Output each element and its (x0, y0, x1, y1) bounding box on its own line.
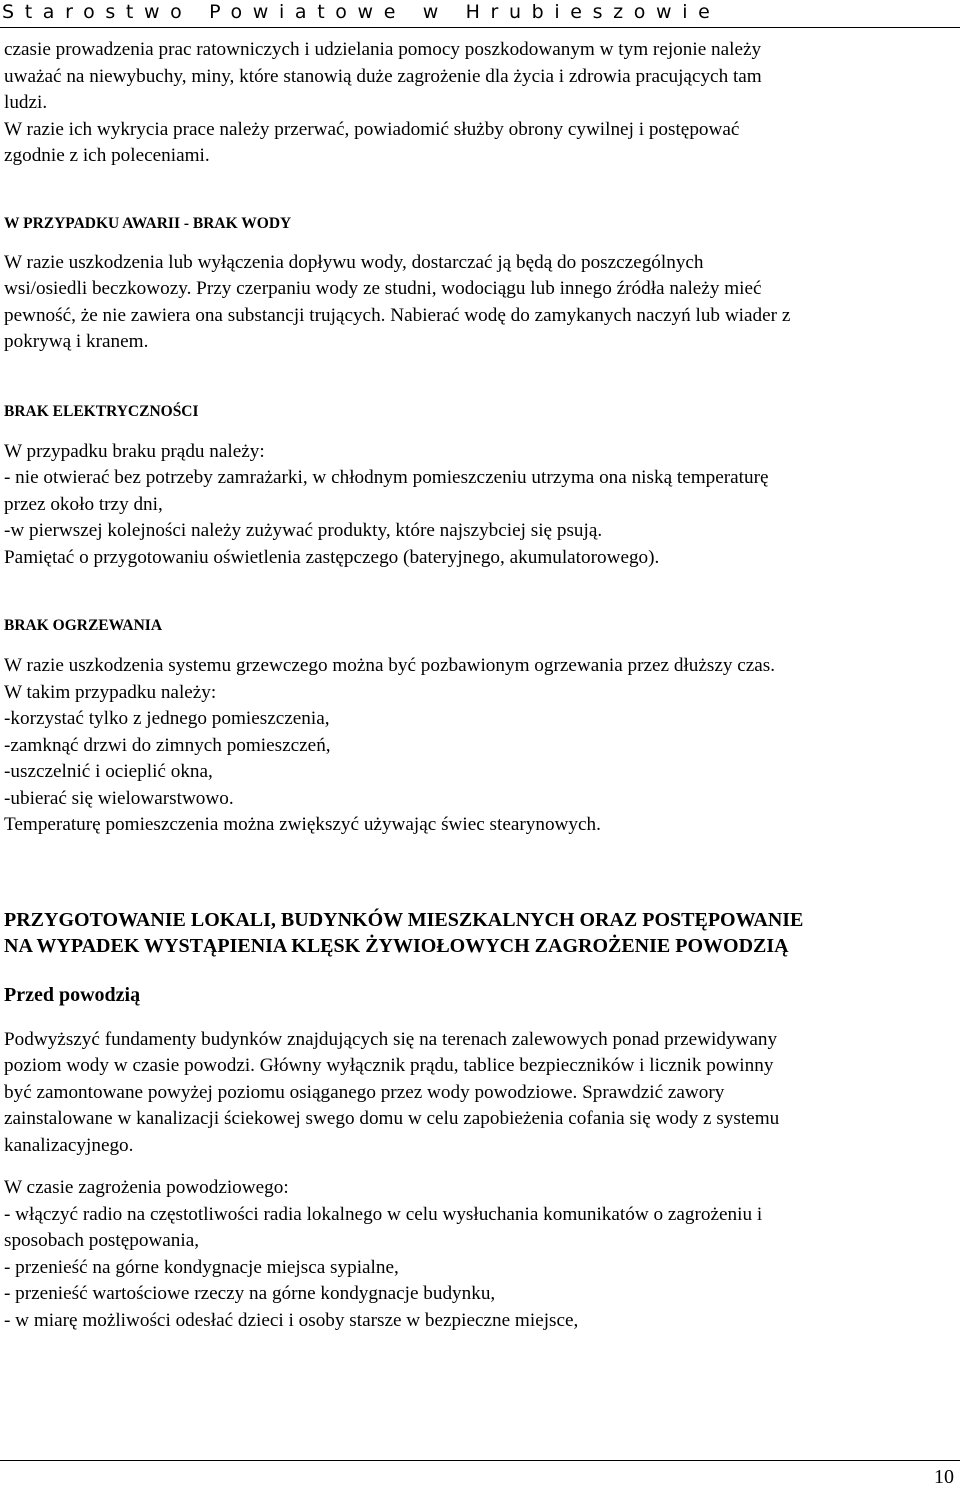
text-line: - przenieść na górne kondygnacje miejsca sypialne, (4, 1256, 399, 1278)
text-line: Temperaturę pomieszczenia można zwiększyć używając świec stearynowych. (4, 814, 601, 835)
text-line: przez około trzy dni, (4, 493, 163, 515)
text-line: - nie otwierać bez potrzeby zamrażarki, w chłodnym pomieszczeniu utrzyma ona niską temperaturę (4, 467, 769, 488)
page-number: 10 (934, 1466, 954, 1488)
text-line: W razie ich wykrycia prace należy przerwać, powiadomić służby obrony cywilnej i postępować (4, 118, 740, 140)
text-line: ludzi. (4, 92, 48, 113)
subheading-przed-powodzia: Przed powodzią (4, 983, 141, 1006)
section-heading-brak-ogrzewania: BRAK OGRZEWANIA (4, 617, 163, 634)
heading-line: NA WYPADEK WYSTĄPIENIA KLĘSK ŻYWIOŁOWYCH ZAGROŻENIE POWODZIĄ (4, 935, 789, 957)
brak-wody-paragraph (4, 250, 956, 356)
przed-powodzia-paragraph (4, 1027, 956, 1160)
brak-pradu-paragraph (4, 439, 956, 572)
text-line: - przenieść wartościowe rzeczy na górne kondygnacje budynku, (4, 1283, 496, 1304)
text-line: -w pierwszej kolejności należy zużywać produkty, które najszybciej się psują. (4, 520, 603, 541)
text-line: W czasie zagrożenia powodziowego: (4, 1177, 289, 1198)
text-line: zgodnie z ich poleceniami. (4, 145, 210, 166)
intro-paragraph (4, 37, 956, 170)
section-heading-brak-elektrycznosci: BRAK ELEKTRYCZNOŚCI (4, 402, 199, 420)
text-line: - włączyć radio na częstotliwości radia lokalnego w celu wysłuchania komunikatów o zagrożeniu i (4, 1203, 763, 1225)
text-line: W przypadku braku prądu należy: (4, 440, 265, 462)
section-heading-powodz (4, 907, 956, 960)
brak-ogrzewania-paragraph (4, 653, 956, 839)
footer-divider (0, 1460, 960, 1461)
text-line: pewność, że nie zawiera ona substancji trujących. Nabierać wodę do zamykanych naczyń lub wiader z (4, 304, 791, 326)
text-line: -uszczelnić i ocieplić okna, (4, 761, 213, 782)
text-line: Podwyższyć fundamenty budynków znajdujących się na terenach zalewowych ponad przewidywany (4, 1028, 778, 1050)
text-line: wsi/osiedli beczkowozy. Przy czerpaniu wody ze studni, wodociągu lub innego źródła należy mieć (4, 278, 762, 299)
text-line: - w miarę możliwości odesłać dzieci i osoby starsze w bezpieczne miejsce, (4, 1309, 579, 1331)
text-line: poziom wody w czasie powodzi. Główny wyłącznik prądu, tablice bezpieczników i licznik powinny (4, 1055, 774, 1076)
text-line: -zamknąć drzwi do zimnych pomieszczeń, (4, 734, 331, 756)
text-line: czasie prowadzenia prac ratowniczych i udzielania pomocy poszkodowanym w tym rejonie należy (4, 39, 762, 60)
text-line: być zamontowane powyżej poziomu osiąganego przez wody powodziowe. Sprawdzić zawory (4, 1081, 725, 1103)
text-line: zainstalowane w kanalizacji ściekowej swego domu w celu zapobieżenia cofania się wody z systemu (4, 1108, 780, 1129)
section-heading-brak-wody: W PRZYPADKU AWARII - BRAK WODY (4, 214, 292, 232)
text-line: pokrywą i kranem. (4, 331, 149, 352)
text-line: sposobach postępowania, (4, 1230, 200, 1251)
page-header: Starostwo Powiatowe w Hrubieszowie (0, 0, 960, 28)
text-line: Pamiętać o przygotowaniu oświetlenia zastępczego (bateryjnego, akumulatorowego). (4, 546, 660, 568)
heading-line: PRZYGOTOWANIE LOKALI, BUDYNKÓW MIESZKALNYCH ORAZ POSTĘPOWANIE (4, 908, 804, 931)
text-line: -ubierać się wielowarstwowo. (4, 787, 234, 809)
text-line: W razie uszkodzenia lub wyłączenia dopływu wody, dostarczać ją będą do poszczególnych (4, 251, 704, 273)
text-line: W razie uszkodzenia systemu grzewczego można być pozbawionym ogrzewania przez dłuższy czas. (4, 655, 776, 676)
text-line: W takim przypadku należy: (4, 681, 217, 703)
zagrozenie-powodziowe-paragraph (4, 1175, 956, 1334)
text-line: kanalizacyjnego. (4, 1134, 134, 1156)
text-line: -korzystać tylko z jednego pomieszczenia, (4, 708, 330, 729)
page-content (4, 37, 956, 1334)
text-line: uważać na niewybuchy, miny, które stanowią duże zagrożenie dla życia i zdrowia pracujących tam (4, 65, 762, 87)
